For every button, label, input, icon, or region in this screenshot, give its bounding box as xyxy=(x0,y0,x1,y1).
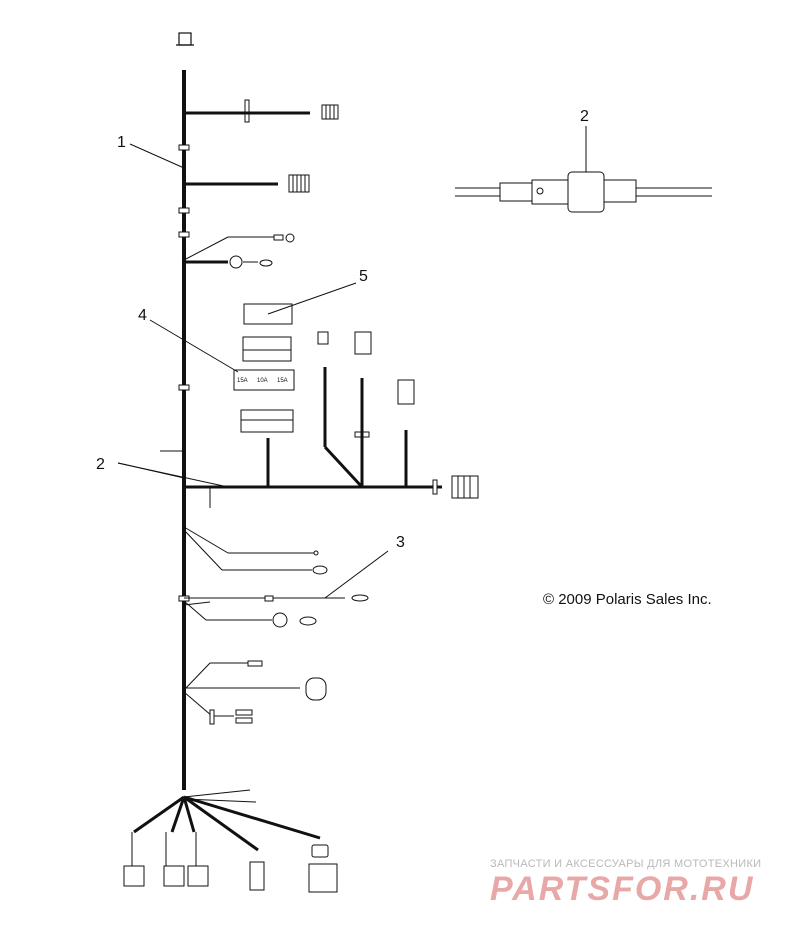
fuse-box xyxy=(234,337,294,432)
callout-2-detail: 2 xyxy=(580,108,589,125)
leader-line xyxy=(325,551,388,598)
fuse-label-2: 10A xyxy=(257,378,268,384)
callout-2: 2 xyxy=(96,456,105,473)
leader-lines-2 xyxy=(118,463,228,487)
fuse-label-3: 15A xyxy=(277,378,288,384)
watermark-tagline: ЗАПЧАСТИ И АКСЕССУАРЫ ДЛЯ МОТОТЕХНИКИ xyxy=(490,858,762,870)
lower-terminals xyxy=(210,551,368,724)
callout-5: 5 xyxy=(359,268,368,285)
bottom-fan-wires xyxy=(134,797,320,850)
callout-1: 1 xyxy=(117,134,126,151)
ring-terminal-icons xyxy=(230,234,294,268)
callout-4: 4 xyxy=(138,307,147,324)
fuse-labels xyxy=(237,378,288,384)
connector-b-icon xyxy=(289,175,309,192)
connector-a-icon xyxy=(322,105,338,119)
middle-connectors xyxy=(318,332,414,437)
watermark-logo: PARTSFOR.RU xyxy=(490,870,755,908)
detail-connector-assembly xyxy=(455,172,712,212)
bottom-connectors xyxy=(124,845,337,892)
leader-line xyxy=(150,320,238,372)
copyright-text: © 2009 Polaris Sales Inc. xyxy=(543,591,712,608)
top-connector-icon xyxy=(176,33,194,45)
callout-3: 3 xyxy=(396,534,405,551)
fuse-label-1: 15A xyxy=(237,378,248,384)
connector-c-icon xyxy=(452,476,478,498)
leader-line xyxy=(130,144,184,168)
leader-line xyxy=(268,283,356,314)
